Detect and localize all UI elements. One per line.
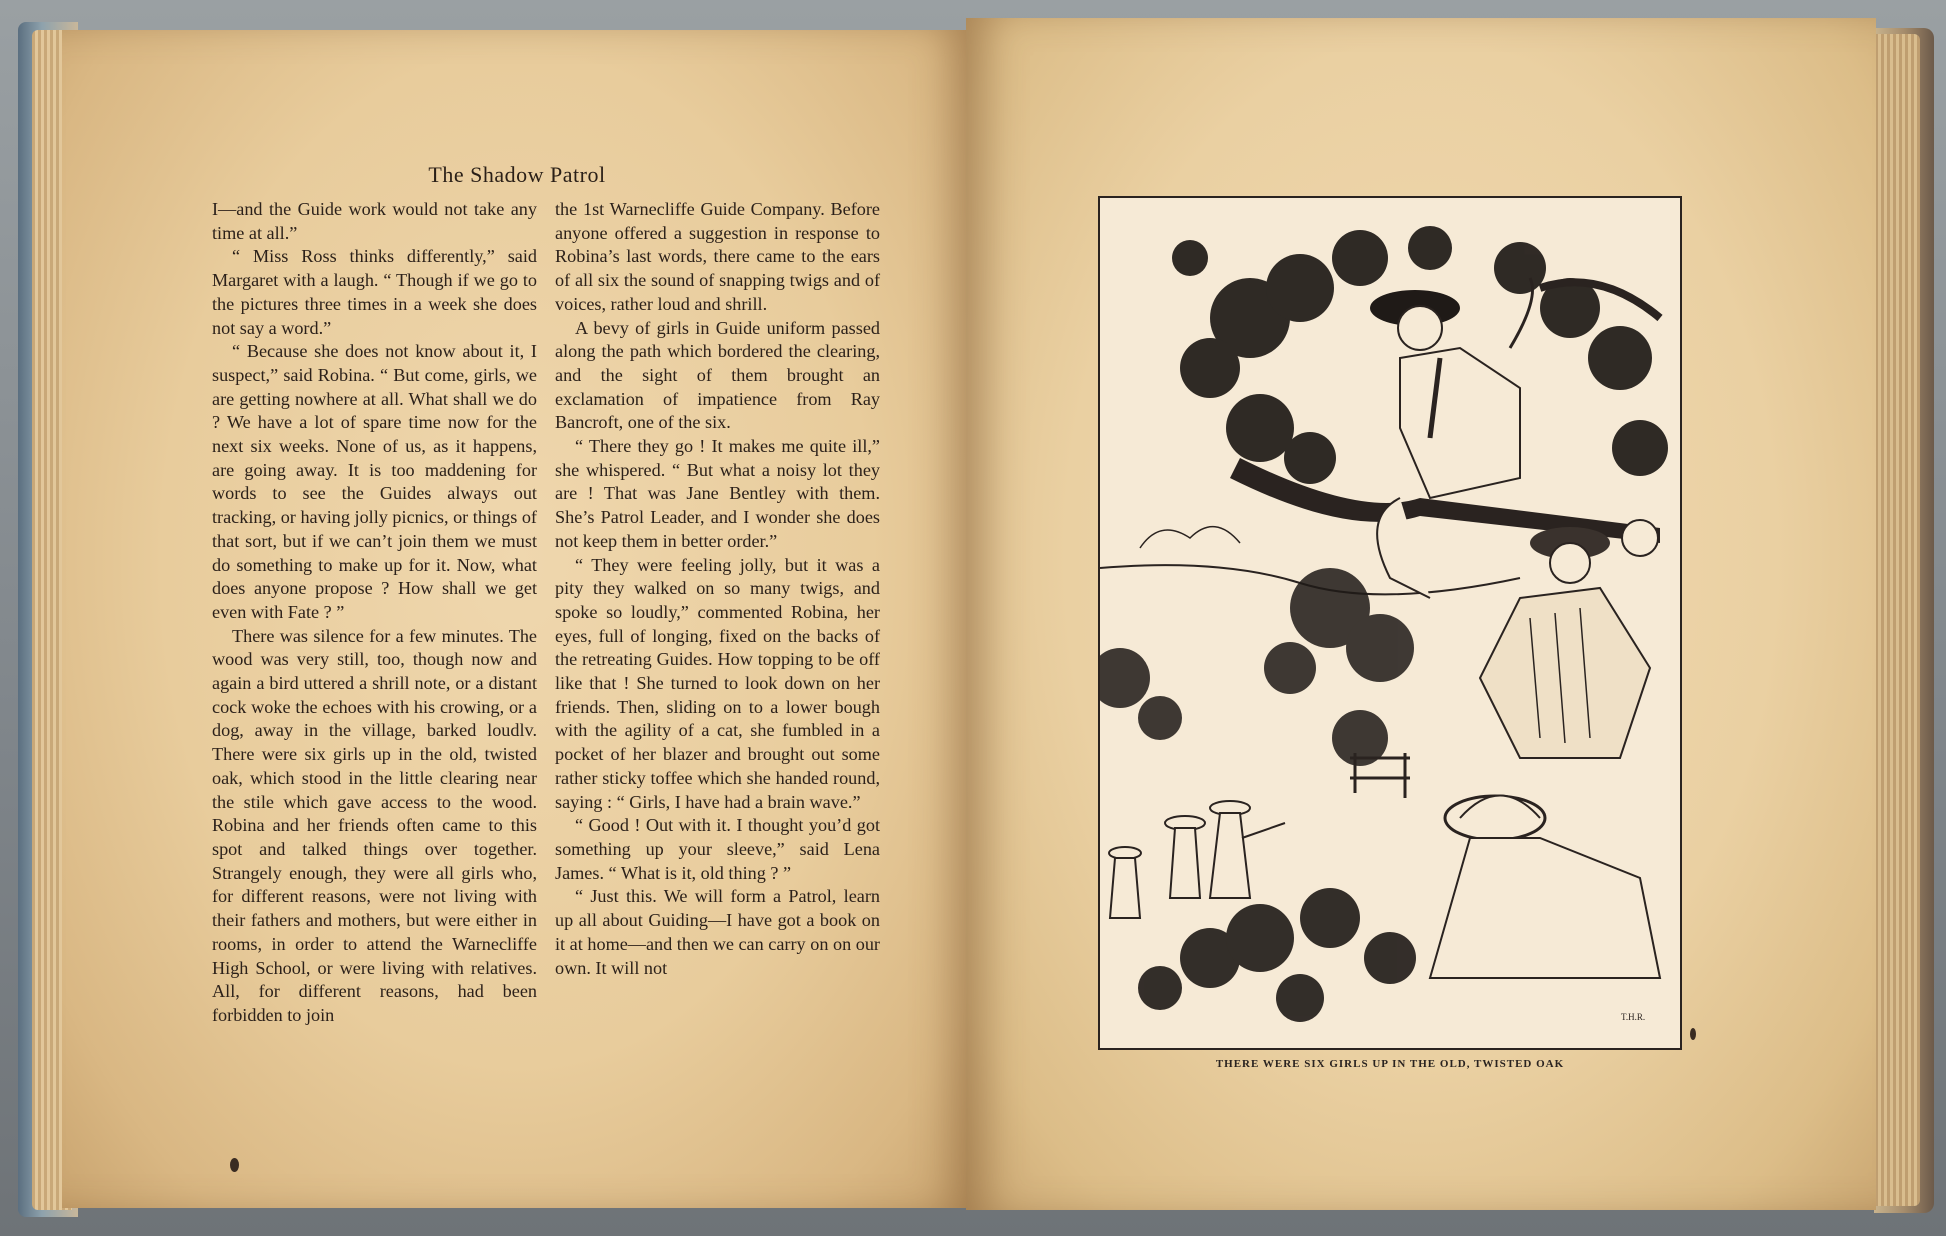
left-page bbox=[62, 30, 972, 1208]
foxing-spot bbox=[230, 1158, 239, 1172]
paragraph: “ Miss Ross thinks differently,” said Margaret with a laugh. “ Though if we go to the pictures three times in a week she does not say a word.” bbox=[212, 246, 537, 338]
foxing-spot bbox=[1690, 1028, 1696, 1040]
paragraph: the 1st Warnecliffe Guide Company. Before anyone offered a suggestion in response to Robina’s last words, there came to the ears of all six the sound of snapping twigs and of voices, rather loud and shrill. bbox=[555, 199, 880, 314]
text-column-2 bbox=[555, 198, 880, 980]
right-page bbox=[966, 18, 1876, 1210]
illustration-frame bbox=[1098, 196, 1682, 1050]
page-edges-right bbox=[1872, 34, 1920, 1206]
paragraph: I—and the Guide work would not take any time at all.” bbox=[212, 199, 537, 243]
text-column-1 bbox=[212, 198, 537, 1028]
paragraph: “ There they go ! It makes me quite ill,” she whispered. “ But what a noisy lot they are ! That was Jane Bentley with them. She’s Patrol Leader, and I wonder she does not keep them in better order.” bbox=[555, 436, 880, 551]
paragraph: There was silence for a few minutes. The wood was very still, too, though now and again a bird uttered a shrill note, or a distant cock woke the echoes with his crowing, or a dog, away in the village, barked loudlv. There were six girls up in the old, twisted oak, which stood in the little clearing near the stile which gave access to the wood. Robina and her friends often came to this spot and talked things over together. Strangely enough, they were all girls who, for different reasons, were not living with their fathers and mothers, but were either in rooms, in order to attend the Warnecliffe High School, or were living with relatives. All, for different reasons, had been forbidden to join bbox=[212, 625, 537, 1025]
illustrator-signature: T.H.R. bbox=[1621, 1012, 1646, 1022]
paragraph: A bevy of girls in Guide uniform passed along the path which bordered the clearing, and the sight of them brought an exclamation of impatience from Ray Bancroft, one of the six. bbox=[555, 317, 880, 433]
girls-in-oak-illustration bbox=[1100, 198, 1680, 1048]
paragraph: “ Because she does not know about it, I suspect,” said Robina. “ But come, girls, we are getting nowhere at all. What shall we do ? We have a lot of spare time now for the next six weeks. None of us, as it happens, are going away. It is too maddening for words to see the Guides always out tracking, or having jolly picnics, or things of that sort, but if we can’t join them we must do something to make up for it. Now, what does anyone propose ? How shall we get even with Fate ? ” bbox=[212, 341, 537, 622]
paragraph: “ Just this. We will form a Patrol, learn up all about Guiding—I have got a book on it at home—and then we can carry on on our own. It will not bbox=[555, 886, 880, 978]
paragraph: “ Good ! Out with it. I thought you’d got something up your sleeve,” said Lena James. “ What is it, old thing ? ” bbox=[555, 815, 880, 883]
running-head: The Shadow Patrol bbox=[428, 162, 606, 187]
illustration-caption: THERE WERE SIX GIRLS UP IN THE OLD, TWISTED OAK bbox=[1215, 1058, 1565, 1070]
paragraph: “ They were feeling jolly, but it was a pity they walked on so many twigs, and spoke so loudly,” commented Robina, her eyes, full of longing, fixed on the backs of the retreating Guides. How topping to be off like that ! She turned to look down on her friends. Then, sliding on to a lower bough with the agility of a cat, she fumbled in a pocket of her blazer and brought out some rather sticky toffee which she handed round, saying : “ Girls, I have had a brain wave.” bbox=[555, 554, 880, 812]
